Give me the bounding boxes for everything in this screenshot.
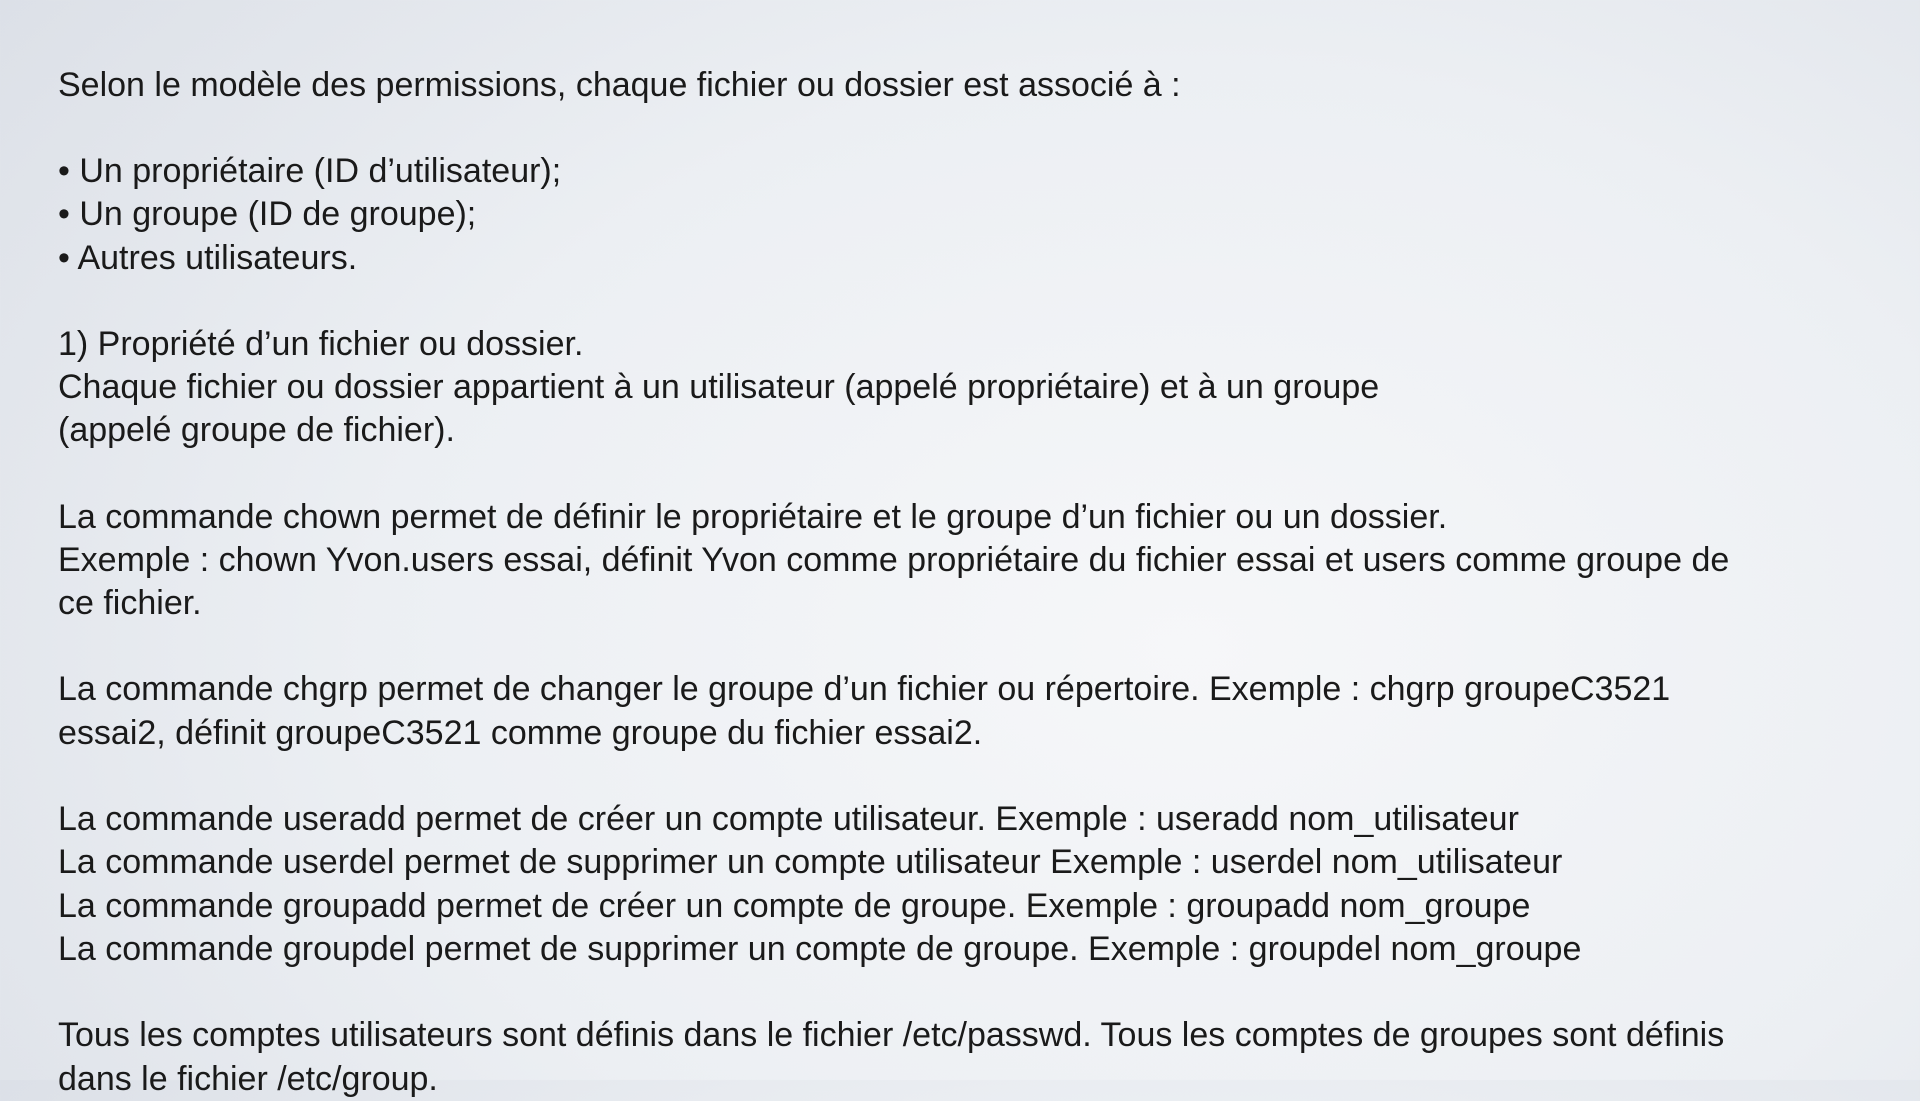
chown-example-cont: ce fichier. [58,584,202,622]
bullet-owner: • Un propriétaire (ID d’utilisateur); [58,152,562,190]
groupdel-line: La commande groupdel permet de supprimer un compte de groupe. Exemple : groupdel nom_groupe [58,930,1582,968]
bullet-group: • Un groupe (ID de groupe); [58,195,477,233]
intro-line: Selon le modèle des permissions, chaque fichier ou dossier est associé à : [58,66,1181,104]
chown-example: Exemple : chown Yvon.users essai, définit Yvon comme propriétaire du fichier essai et users comme groupe de [58,541,1730,579]
userdel-line: La commande userdel permet de supprimer un compte utilisateur Exemple : userdel nom_utilisateur [58,843,1563,881]
bullet-others: • Autres utilisateurs. [58,239,358,277]
passwd-line: Tous les comptes utilisateurs sont définis dans le fichier /etc/passwd. Tous les comptes de groupes sont définis [58,1016,1725,1054]
paragraph-line: (appelé groupe de fichier). [58,411,455,449]
paragraph-line: Chaque fichier ou dossier appartient à un utilisateur (appelé propriétaire) et à un groupe [58,368,1380,406]
groupadd-line: La commande groupadd permet de créer un compte de groupe. Exemple : groupadd nom_groupe [58,887,1531,925]
useradd-line: La commande useradd permet de créer un compte utilisateur. Exemple : useradd nom_utilisateur [58,800,1519,838]
section-heading-ownership: 1) Propriété d’un fichier ou dossier. [58,325,584,363]
chown-description: La commande chown permet de définir le propriétaire et le groupe d’un fichier ou un dossier. [58,498,1448,536]
chgrp-description: La commande chgrp permet de changer le groupe d’un fichier ou répertoire. Exemple : chgrp groupeC3521 [58,670,1671,708]
chgrp-example-cont: essai2, définit groupeC3521 comme groupe du fichier essai2. [58,714,983,752]
group-file-line: dans le fichier /etc/group. [58,1060,438,1098]
